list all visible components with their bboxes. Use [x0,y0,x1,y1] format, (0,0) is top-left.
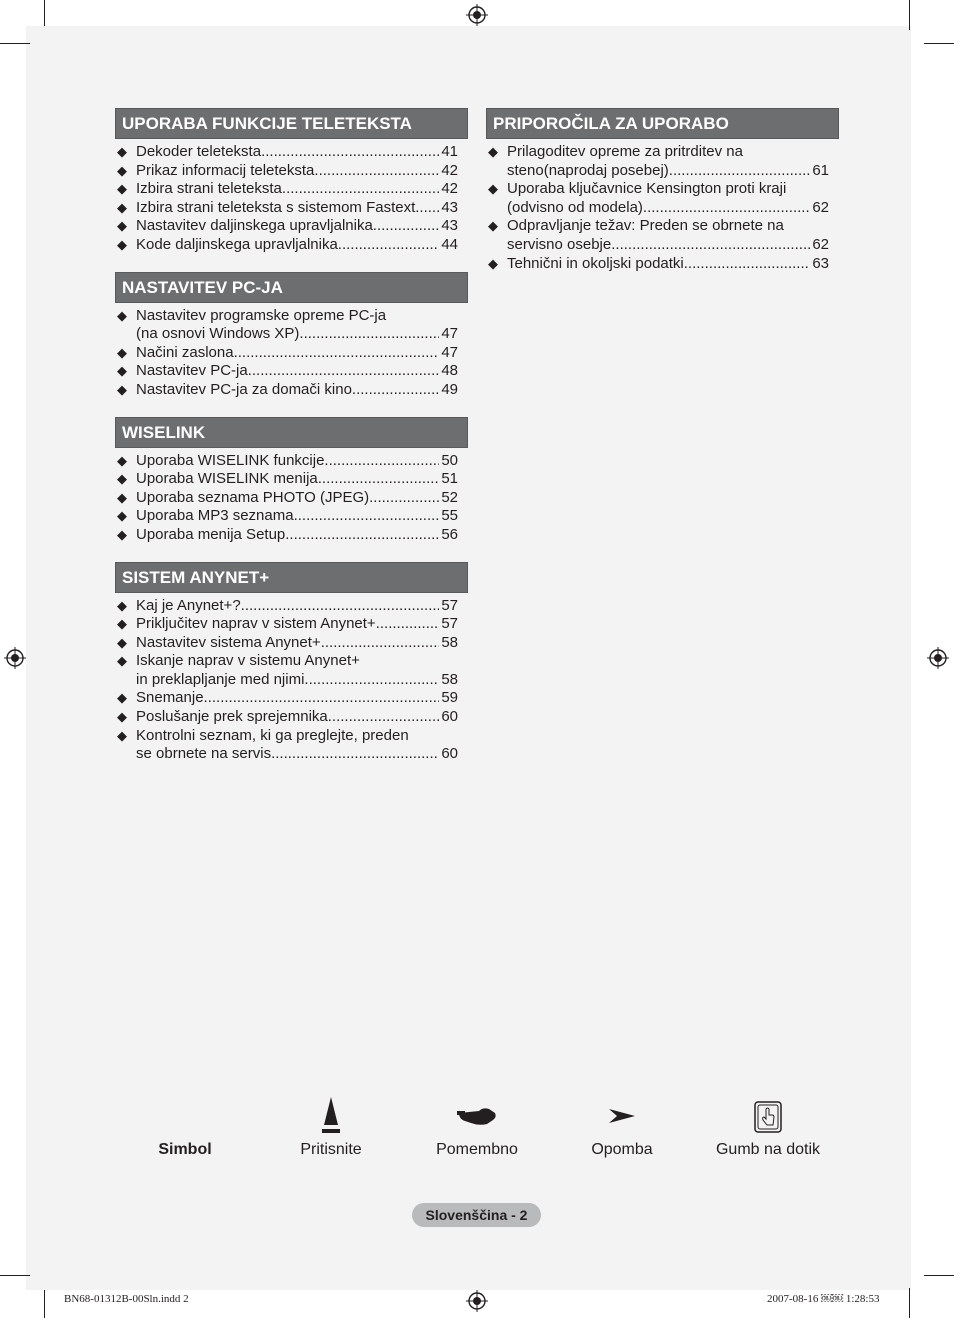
toc-items [486,139,839,273]
legend-label: Opomba [591,1141,653,1158]
toc-entry-text: se obrnete na servis [136,745,272,763]
registration-mark-icon [4,647,26,669]
toc-entry-text: Uporaba WISELINK menija [136,470,318,488]
toc-entry-line [507,180,829,199]
toc-entry-text: Uporaba MP3 seznama [136,507,294,525]
crop-mark [924,43,954,44]
diamond-bullet-icon: ◆ [117,307,127,323]
toc-entry-line [136,381,458,400]
symbol-legend [0,1095,954,1175]
toc-entry-line [136,452,458,471]
toc-entry-text: Uporaba seznama PHOTO (JPEG) [136,488,370,506]
toc-entry-text: (na osnovi Windows XP) [136,325,300,343]
toc-entry-line [136,507,458,526]
toc-entry-text: Poslušanje prek sprejemnika [136,708,328,726]
dot-leader [304,671,439,690]
diamond-bullet-icon: ◆ [488,144,498,159]
toc-entry [486,217,839,254]
toc-page-number: 59 [441,689,458,707]
crop-mark [44,1290,45,1318]
dot-leader [328,708,440,727]
toc-entry-text: servisno osebje [507,235,612,253]
dot-leader [314,162,439,181]
toc-left-column [115,108,468,781]
toc-entry [115,143,468,162]
dot-leader [282,180,439,199]
toc-entry-line [136,199,458,218]
press-icon [320,1095,342,1135]
toc-entry [115,381,468,400]
toc-entry-text: Nastavitev sistema Anynet+ [136,633,321,651]
diamond-bullet-icon: ◆ [117,381,127,397]
toc-entry-line [136,634,458,653]
toc-entry-text: Izbira strani teleteksta s sistemom Fastext [136,198,416,216]
toc-page-number: 57 [441,596,458,614]
legend-title-label: Simbol [158,1141,212,1158]
dot-leader [248,362,440,381]
toc-page-number: 44 [441,235,458,253]
dot-leader [271,745,439,764]
toc-page-number: 48 [441,362,458,380]
diamond-bullet-icon: ◆ [117,709,127,725]
dot-leader [643,199,810,218]
toc-items [115,593,468,764]
dot-leader [241,597,440,616]
toc-entry-line [136,597,458,616]
dot-leader [234,344,440,363]
toc-entry-line [136,470,458,489]
toc-page-number: 61 [812,161,829,179]
diamond-bullet-icon: ◆ [117,653,127,669]
toc-entry-text: Uporaba menija Setup [136,525,286,543]
arrow-note-icon [607,1107,637,1125]
toc-page-number: 63 [812,254,829,272]
section-header: UPORABA FUNKCIJE TELETEKSTA [115,108,468,139]
toc-entry [115,526,468,545]
toc-entry-text: Odpravljanje težav: Preden se obrnete na [507,217,784,235]
toc-page-number: 42 [441,180,458,198]
toc-entry-line [136,615,458,634]
diamond-bullet-icon: ◆ [117,489,127,505]
section-header: WISELINK [115,417,468,448]
toc-entry-line [136,217,458,236]
dot-leader [352,381,439,400]
toc-entry-line [136,307,458,326]
registration-mark-icon [466,1290,488,1312]
toc-entry [115,470,468,489]
toc-entry [115,307,468,344]
dot-leader [261,143,439,162]
toc-page-number: 62 [812,198,829,216]
dot-leader [318,470,440,489]
toc-entry-text: Uporaba ključavnice Kensington proti kraji [507,180,787,198]
toc-entry [486,255,839,274]
toc-entry-text: Prikaz informacij teleteksta [136,161,315,179]
toc-entry-line [136,143,458,162]
dot-leader [324,452,439,471]
diamond-bullet-icon: ◆ [117,363,127,379]
diamond-bullet-icon: ◆ [117,634,127,650]
toc-page-number: 50 [441,451,458,469]
section-header: PRIPOROČILA ZA UPORABO [486,108,839,139]
diamond-bullet-icon: ◆ [117,727,127,743]
toc-page-number: 47 [441,325,458,343]
diamond-bullet-icon: ◆ [117,526,127,542]
diamond-bullet-icon: ◆ [117,597,127,613]
toc-entry-line [136,708,458,727]
toc-section [115,417,468,545]
legend-label: Pomembno [436,1141,518,1158]
dot-leader [376,615,440,634]
toc-entry [115,162,468,181]
toc-entry-text: Kontrolni seznam, ki ga preglejte, preden [136,726,409,744]
footer-file-info: BN68-01312B-00Sln.indd 2 [64,1293,189,1305]
crop-mark [0,1275,30,1276]
dot-leader [294,507,440,526]
toc-entry-text: Nastavitev PC-ja za domači kino [136,380,352,398]
toc-page-number: 58 [441,633,458,651]
toc-entry-text: Dekoder teleteksta [136,143,262,160]
toc-entry-text: Nastavitev daljinskega upravljalnika [136,217,373,235]
crop-mark [909,0,910,30]
toc-entry-line [136,526,458,545]
toc-entry-line [136,162,458,181]
diamond-bullet-icon: ◆ [488,255,498,271]
diamond-bullet-icon: ◆ [117,344,127,360]
toc-page-number: 60 [441,708,458,726]
diamond-bullet-icon: ◆ [117,690,127,706]
diamond-bullet-icon: ◆ [117,236,127,252]
toc-entry [115,615,468,634]
toc-entry [115,344,468,363]
toc-entry-line [507,143,829,162]
toc-entry-text: in preklapljanje med njimi [136,670,305,688]
dot-leader [285,526,439,545]
section-header: NASTAVITEV PC-JA [115,272,468,303]
diamond-bullet-icon: ◆ [117,144,127,159]
toc-section [115,108,468,255]
registration-mark-icon [466,4,488,26]
touch-button-icon [753,1101,783,1133]
dot-leader [204,689,440,708]
diamond-bullet-icon: ◆ [117,181,127,197]
pointing-hand-icon [457,1105,497,1127]
toc-entry-text: Tehnični in okoljski podatki [507,254,684,272]
toc-entry-text: Kaj je Anynet+? [136,596,241,614]
toc-page-number: 58 [441,670,458,688]
toc-entry [115,236,468,255]
dot-leader [299,325,439,344]
diamond-bullet-icon: ◆ [117,616,127,632]
footer-timestamp: 2007-08-16 ￼￼ 1:28:53 [767,1293,880,1305]
toc-page-number: 43 [441,198,458,216]
toc-page-number: 42 [441,161,458,179]
crop-mark [909,1288,910,1318]
diamond-bullet-icon: ◆ [117,452,127,468]
toc-entry [115,652,468,689]
toc-entry-line [136,671,458,690]
toc-entry-text: Izbira strani teleteksta [136,180,282,198]
toc-entry-text: Priključitev naprav v sistem Anynet+ [136,615,376,633]
toc-entry-text: Prilagoditev opreme za pritrditev na [507,143,743,160]
toc-entry [486,180,839,217]
toc-entry [115,597,468,616]
toc-entry [115,362,468,381]
toc-entry-text: Kode daljinskega upravljalnika [136,235,338,253]
toc-entry [115,217,468,236]
toc-page-number: 62 [812,235,829,253]
legend-label: Gumb na dotik [715,1141,821,1158]
toc-entry-line [507,199,829,218]
toc-entry-line [136,652,458,671]
toc-entry-line [507,217,829,236]
toc-page-number: 47 [441,343,458,361]
legend-label: Pritisnite [300,1141,362,1158]
toc-entry-text: steno(naprodaj posebej) [507,161,669,179]
toc-entry-line [136,325,458,344]
toc-page-number: 43 [441,217,458,235]
toc-entry-text: (odvisno od modela) [507,198,643,216]
dot-leader [415,199,439,218]
diamond-bullet-icon: ◆ [117,162,127,178]
toc-page-number: 51 [441,470,458,488]
toc-page-number: 52 [441,488,458,506]
toc-section [115,272,468,400]
toc-page-number: 56 [441,525,458,543]
diamond-bullet-icon: ◆ [117,199,127,215]
toc-page-number: 49 [441,380,458,398]
toc-page-number: 41 [441,143,458,160]
toc-entry [115,634,468,653]
toc-items [115,303,468,400]
dot-leader [369,489,439,508]
toc-items [115,448,468,545]
toc-entry-line [136,344,458,363]
dot-leader [611,236,810,255]
toc-entry [115,180,468,199]
toc-entry-line [507,255,829,274]
toc-entry-line [136,689,458,708]
toc-entry-line [136,489,458,508]
toc-right-column [486,108,839,290]
diamond-bullet-icon: ◆ [488,218,498,234]
diamond-bullet-icon: ◆ [117,218,127,234]
toc-entry-text: Nastavitev programske opreme PC-ja [136,306,387,324]
diamond-bullet-icon: ◆ [117,471,127,487]
dot-leader [684,255,811,274]
dot-leader [321,634,440,653]
toc-entry [115,489,468,508]
toc-entry-text: Uporaba WISELINK funkcije [136,451,325,469]
crop-mark [924,1275,954,1276]
toc-section [115,562,468,764]
dot-leader [338,236,440,255]
toc-entry-text: Nastavitev PC-ja [136,362,248,380]
toc-entry-text: Načini zaslona [136,343,234,361]
crop-mark [44,0,45,26]
toc-items [115,139,468,255]
toc-section [486,108,839,273]
dot-leader [669,162,811,181]
toc-entry-line [507,236,829,255]
toc-entry [115,727,468,764]
page-number-badge: Slovenščina - 2 [412,1203,541,1227]
registration-mark-icon [927,647,949,669]
toc-entry-line [136,236,458,255]
toc-page-number: 55 [441,507,458,525]
toc-entry-text: Iskanje naprav v sistemu Anynet+ [136,652,360,670]
diamond-bullet-icon: ◆ [117,508,127,524]
toc-entry [115,708,468,727]
toc-entry [486,143,839,180]
toc-entry [115,452,468,471]
toc-entry-line [136,727,458,746]
toc-entry-line [507,162,829,181]
dot-leader [373,217,440,236]
toc-page-number: 57 [441,615,458,633]
section-header: SISTEM ANYNET+ [115,562,468,593]
toc-entry-text: Snemanje [136,689,204,707]
toc-entry-line [136,362,458,381]
toc-entry [115,689,468,708]
toc-page-number: 60 [441,745,458,763]
toc-entry [115,507,468,526]
crop-mark [0,43,30,44]
toc-entry-line [136,745,458,764]
toc-entry-line [136,180,458,199]
diamond-bullet-icon: ◆ [488,181,498,197]
toc-entry [115,199,468,218]
